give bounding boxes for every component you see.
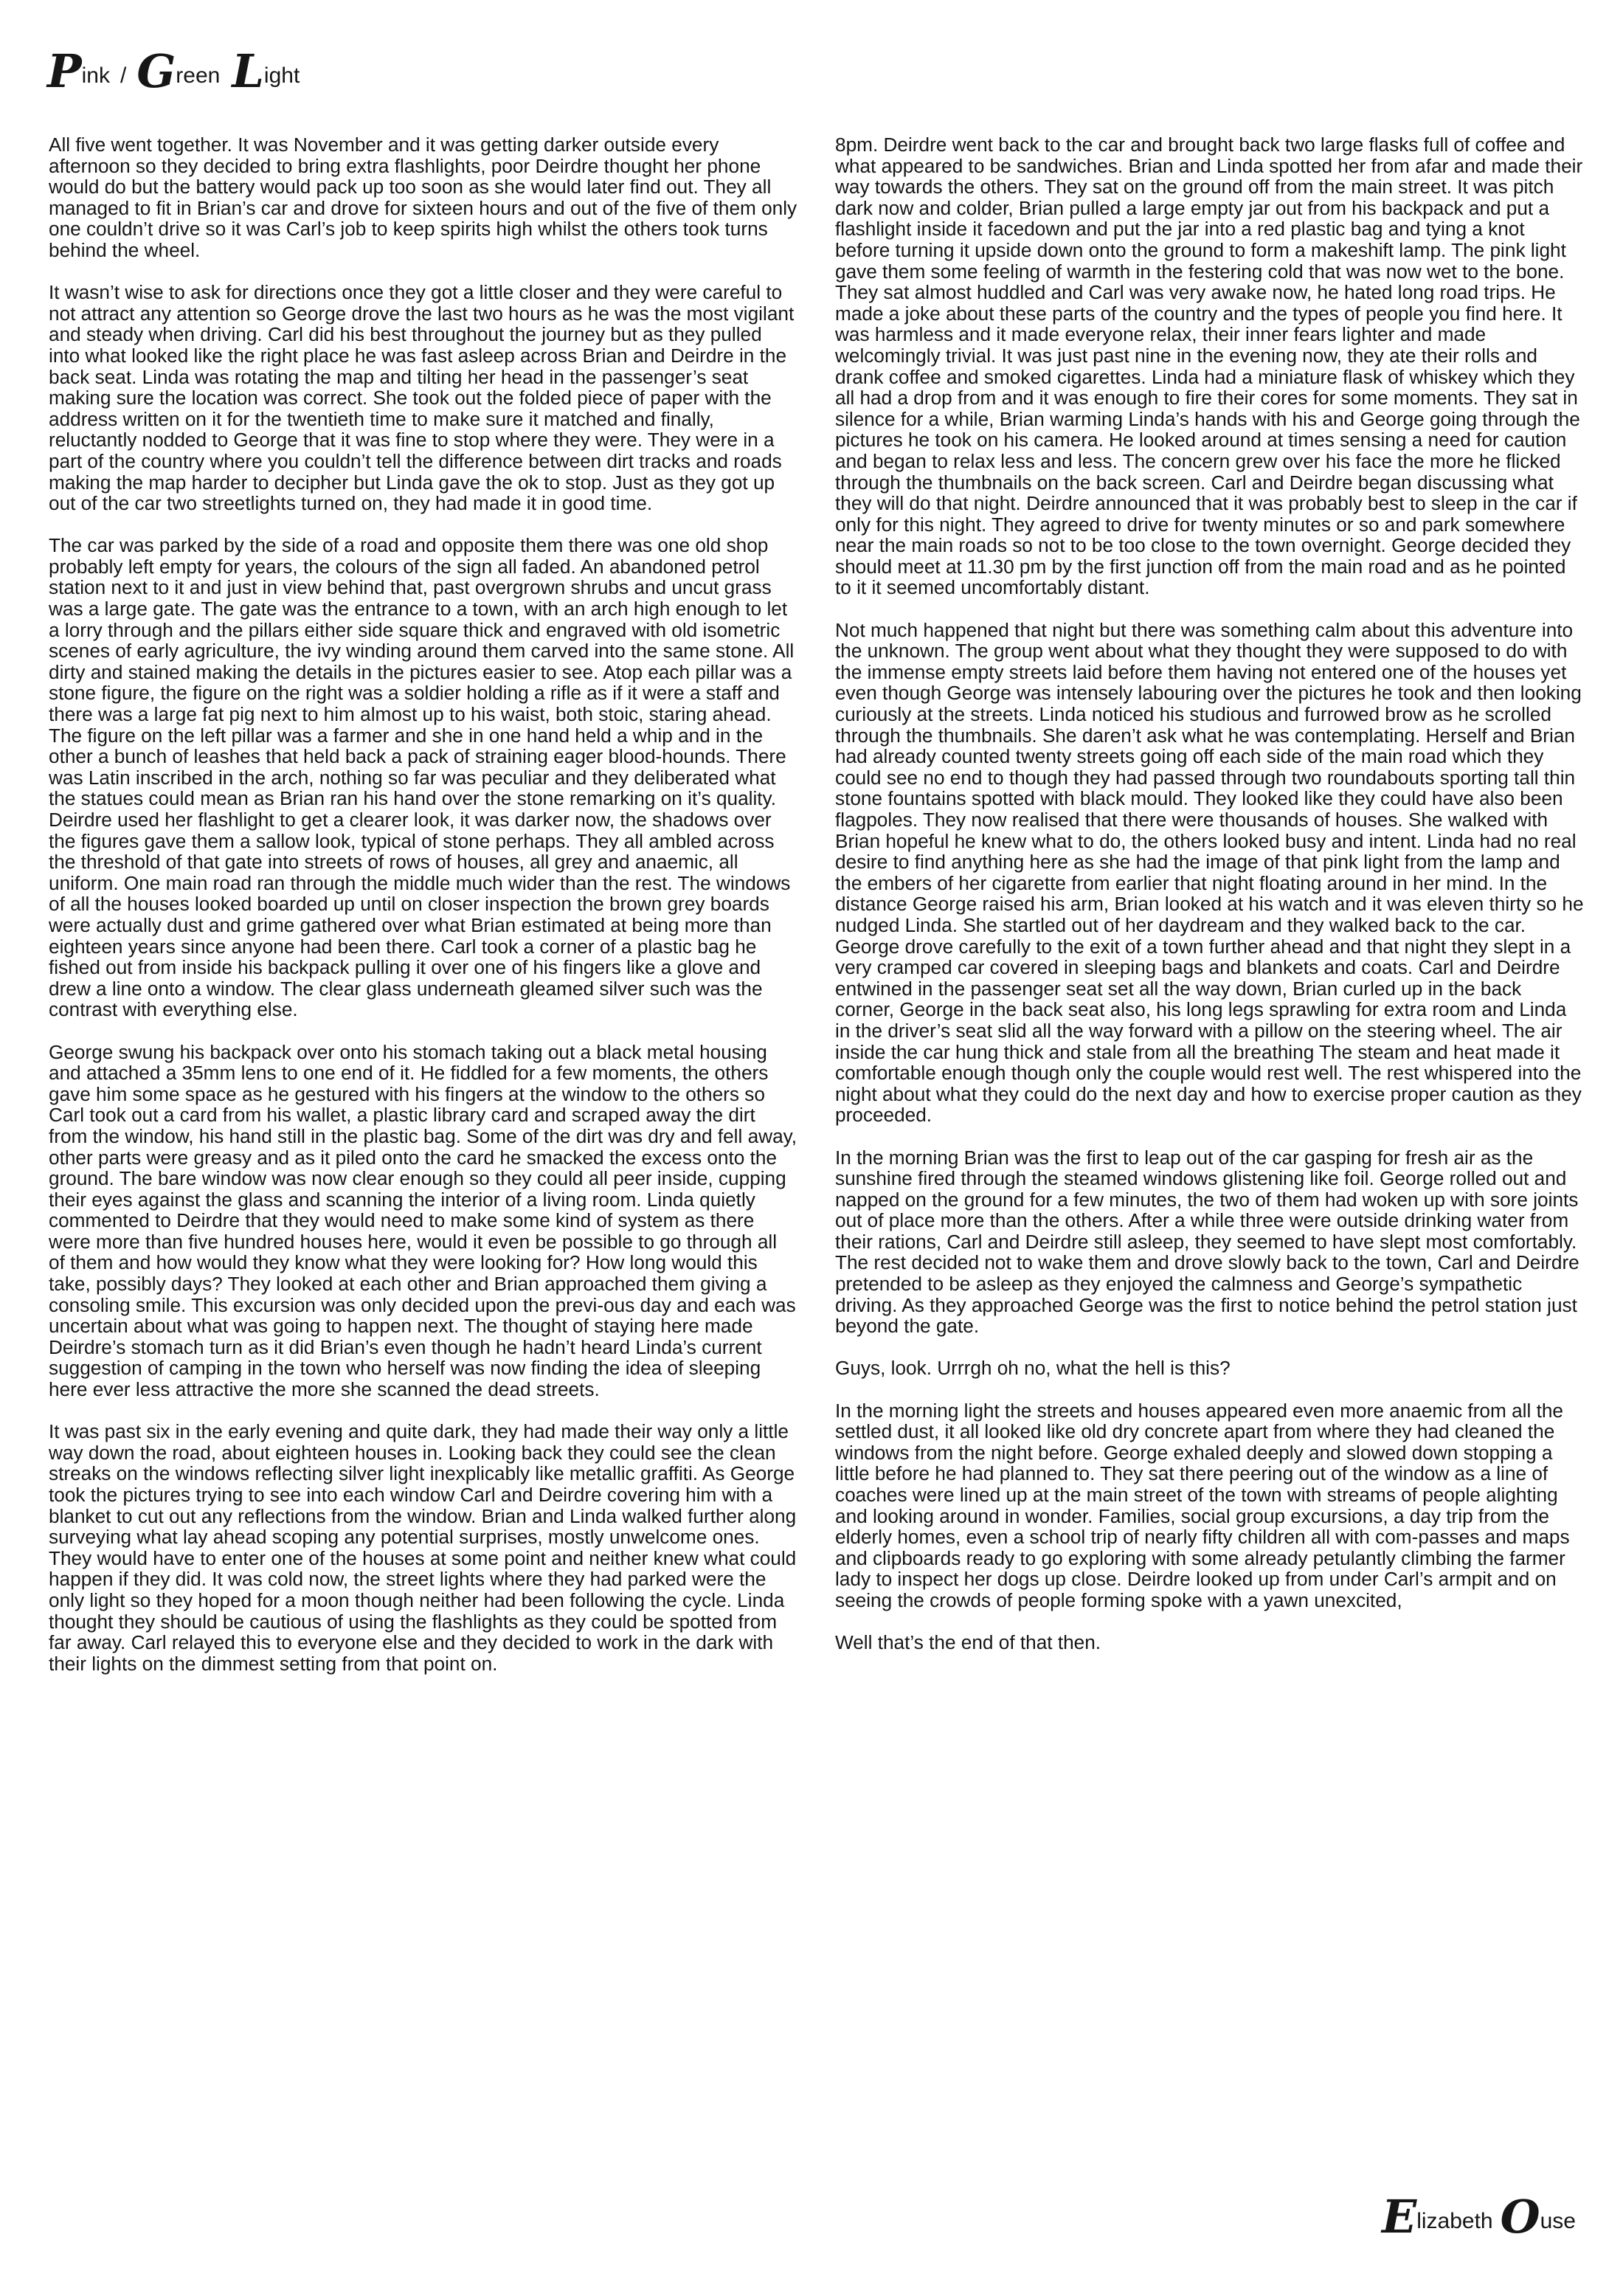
author-signature	[1381, 2190, 1583, 2244]
paragraph: It wasn’t wise to ask for directions once they got a little closer and they were careful to not attract any attention so George drove the last two hours as he was the most vigilant and steady when driving. Carl did his best throughout the journey but as they pulled into what looked like the right place he was fast asleep across Brian and Deirdre in the back seat. Linda was rotating the map and tilting her head in the passenger’s seat making sure the location was correct. She took out the folded piece of paper with the address written on it for the twentieth time to make sure it matched and finally, reluctantly nodded to George that it was fine to stop where they were. They were in a part of the country where you couldn’t tell the difference between dirt tracks and roads making the map harder to decipher but Linda gave the ok to stop. Just as they got up out of the car two streetlights turned on, they had made it in good time.	[49, 281, 795, 515]
title-initial-p: P	[47, 44, 82, 98]
title-initial-g: G	[136, 44, 176, 98]
title-word-ink: ink	[81, 63, 110, 88]
paragraph: In the morning light the streets and houses appeared even more anaemic from all the settled dust, it all looked like old dry concrete apart from where they had cleaned the windows from the night before. George exhaled deeply and slowed down stopping a little before he had planned to. They sat there peering out of the window as a line of coaches were lined up at the main street of the town with streams of people alighting and looking around in wonder. Families, social group excursions, a day trip from the elderly homes, even a school trip of nearly fifty children all with com-passes and maps and clipboards ready to go exploring with some already petulantly climbing the farmer lady to inspect her dogs up close. Deirdre looked up from under Carl’s armpit and on seeing the crowds of people forming spoke with a yawn unexcited,	[835, 1399, 1570, 1611]
left-column	[49, 134, 798, 1695]
paragraph: Not much happened that night but there was something calm about this adventure into the unknown. The group went about what they thought they were supposed to do with the immense empty streets laid before them having not entered one of the houses yet even though George was intensely labouring over the pictures he took and then looking curiously at the streets. Linda noticed his studious and furrowed brow as he scrolled through the thumbnails. She daren’t ask what he was contemplating. Herself and Brian had already counted twenty streets going off each side of the main road which they could see no end to though they had passed through two roundabouts sporting tall thin stone fountains spotted with black mould. They looked like they could have also been flagpoles. They now realised that there were thousands of houses. She walked with Brian hopeful he knew what to do, the others looked busy and intent. Linda had no real desire to find anything here as she had the image of that pink light from the lamp and the embers of her cigarette from earlier that night floating around in her mind. In the distance George raised his arm, Brian looked at his watch and it was eleven thirty so he nudged Linda. She startled out of her daydream and they walked back to the car. George drove carefully to the exit of a town further ahead and that night they slept in a very cramped car covered in sleeping bags and blankets and coats. Carl and Deirdre entwined in the passenger seat set all the way down, Brian curled up in the back corner, George in the back seat also, his long legs sprawling for extra room and Linda in the driver’s seat slid all the way forward with a pillow on the steering wheel. The air inside the car hung thick and stale from all the breathing The steam and heat made it comfortable enough though only the couple would rest well. The rest whispered into the night about what they could do the next day and how to exercise proper caution as they proceeded.	[835, 618, 1584, 1127]
right-column	[835, 134, 1585, 1674]
signature-initial-e: E	[1381, 2190, 1417, 2244]
closing-line: Well that’s the end of that then.	[835, 1631, 1101, 1654]
title-word-reen: reen	[176, 63, 221, 88]
title-initial-l: L	[232, 44, 264, 98]
title-slash: /	[120, 63, 127, 88]
page-title	[47, 44, 304, 98]
signature-word-lizabeth: lizabeth	[1416, 2209, 1493, 2233]
signature-word-use: use	[1540, 2209, 1576, 2233]
paragraph: The car was parked by the side of a road and opposite them there was one old shop probably left empty for years, the colours of the sign all faded. An abandoned petrol station next to it and just in view behind that, past overgrown shrubs and uncut grass was a large gate. The gate was the entrance to a town, with an arch high enough to let a lorry through and the pillars either side square thick and engraved with old isometric scenes of early agriculture, the ivy winding around them carved into the same stone. All dirty and stained making the details in the pictures easier to see. Atop each pillar was a stone figure, the figure on the right was a soldier holding a rifle as if it were a staff and there was a large fat pig next to him almost up to his waist, both stoic, staring ahead. The figure on the left pillar was a farmer and she in one hand held a whip and in the other a bunch of leashes that held back a pack of straining eager blood-hounds. There was Latin inscribed in the arch, nothing so far was peculiar and they deliberated what the statues could mean as Brian ran his hand over the stone remarking on it’s quality. Deirdre used her flashlight to get a clearer look, it was darker now, the shadows over the figures gave them a sallow look, typical of stone perhaps. They all ambled across the threshold of that gate into streets of rows of houses, all grey and anaemic, all uniform. One main road ran through the middle much wider than the rest. The windows of all the houses looked boarded up until on closer inspection the brown grey boards were actually dust and grime gathered over what Brian estimated at being more than eighteen years since anyone had been there. Carl took a corner of a plastic bag he fished out from inside his backpack pulling it over one of his fingers like a glove and drew a line onto a window. The clear glass underneath gleamed silver such was the contrast with everything else.	[49, 534, 795, 1021]
paragraph: George swung his backpack over onto his stomach taking out a black metal housing and attached a 35mm lens to one end of it. He fiddled for a few moments, the others gave him some space as he gestured with his fingers at the window to the others so Carl took out a card from his wallet, a plastic library card and scraped away the dirt from the window, his hand still in the plastic bag. Some of the dirt was dry and fell away, other parts were greasy and as it piled onto the card he smacked the excess onto the ground. The bare window was now clear enough so they could all peer inside, cupping their eyes against the glass and scanning the interior of a living room. Linda quietly commented to Deirdre that they would need to make some kind of system as there were more than five hundred houses here, would it even be possible to go through all of them and how would they know what they were looking for? How long would this take, possibly days? They looked at each other and Brian approached them giving a consoling smile. This excursion was only decided upon the previ-ous day and each was uncertain about what was going to happen next. The thought of staying here made Deirdre’s stomach turn as it did Brian’s even though he hadn’t heard Linda’s current suggestion of camping in the town who herself was now finding the idea of sleeping here ever less attractive the more she scanned the dead streets.	[49, 1040, 797, 1401]
paragraph: It was past six in the early evening and quite dark, they had made their way only a little way down the road, about eighteen houses in. Looking back they could see the clean streaks on the windows reflecting silver light inexplicably like metallic graffiti. As George took the pictures trying to see into each window Carl and Deirdre covering him with a blanket to cut out any reflections from the window. Brian and Linda walked further along surveying what lay ahead scoping any potential surprises, mostly unwelcome ones. They would have to enter one of the houses at some point and neither knew what could happen if they did. It was cold now, the street lights where they had parked were the only light so they hoped for a moon though neither had been following the cycle. Linda thought they should be cautious of using the flashlights as they could be spotted from far away. Carl relayed this to everyone else and they decided to work in the dark with their lights on the dimmest setting from that point on.	[49, 1420, 797, 1675]
paragraph: All five went together. It was November and it was getting darker outside every afternoon so they decided to bring extra flashlights, poor Deirdre thought her phone would do but the battery would pack up too soon as she would later find out. They all managed to fit in Brian’s car and drove for sixteen hours and out of the five of them only one couldn’t drive so it was Carl’s job to keep spirits high whilst the others took turns behind the wheel.	[49, 134, 797, 261]
paragraph: 8pm. Deirdre went back to the car and brought back two large flasks full of coffee and what appeared to be sandwiches. Brian and Linda spotted her from afar and made their way towards the others. They sat on the ground off from the main street. It was pitch dark now and colder, Brian pulled a large empty jar out from his backpack and put a flashlight inside it facedown and put the jar into a red plastic bag and tying a knot before turning it upside down onto the ground to form a makeshift lamp. The pink light gave them some feeling of warmth in the festering cold that was now wet to the bone. They sat almost huddled and Carl was very awake now, he hated long road trips. He made a joke about these parts of the country and the types of people you find here. It was harmless and it made everyone relax, their inner fears lighter and made welcomingly trivial. It was just past nine in the evening now, they ate their rolls and drank coffee and smoked cigarettes. Linda had a miniature flask of whiskey which they all had a drop from and it was enough to fire their cores for some moments. They sat in silence for a while, Brian warming Linda’s hands with his and George going through the pictures he took on his camera. He looked around at times sensing a need for caution and began to relax less and less. The concern grew over his face the more he flicked through the thumbnails on the back screen. Carl and Deirdre began discussing what they will do that night. Deirdre announced that it was probably best to sleep in the car if only for this night. They agreed to drive for twenty minutes or so and park somewhere near the main roads so not to be too close to the town overnight. George decided they should meet at 11.30 pm by the first junction off from the main road and as he pointed to it it seemed uncomfortably distant.	[835, 134, 1583, 599]
title-word-ight: ight	[263, 63, 300, 88]
paragraph: In the morning Brian was the first to leap out of the car gasping for fresh air as the sunshine fired through the steamed windows glistening like foil. George rolled out and napped on the ground for a few minutes, the two of them had woken up with sore joints out of place more than the others. After a while three were outside drinking water from their rations, Carl and Deirdre still asleep, they seemed to have slept most comfortably. The rest decided not to wake them and drove slowly back to the town, Carl and Deirdre pretended to be asleep as they enjoyed the calmness and George’s sympathetic driving. As they approached George was the first to notice behind the petrol station just beyond the gate.	[835, 1146, 1579, 1338]
signature-initial-o: O	[1500, 2190, 1540, 2244]
dialogue-line: Guys, look. Urrrgh oh no, what the hell is this?	[835, 1357, 1231, 1380]
